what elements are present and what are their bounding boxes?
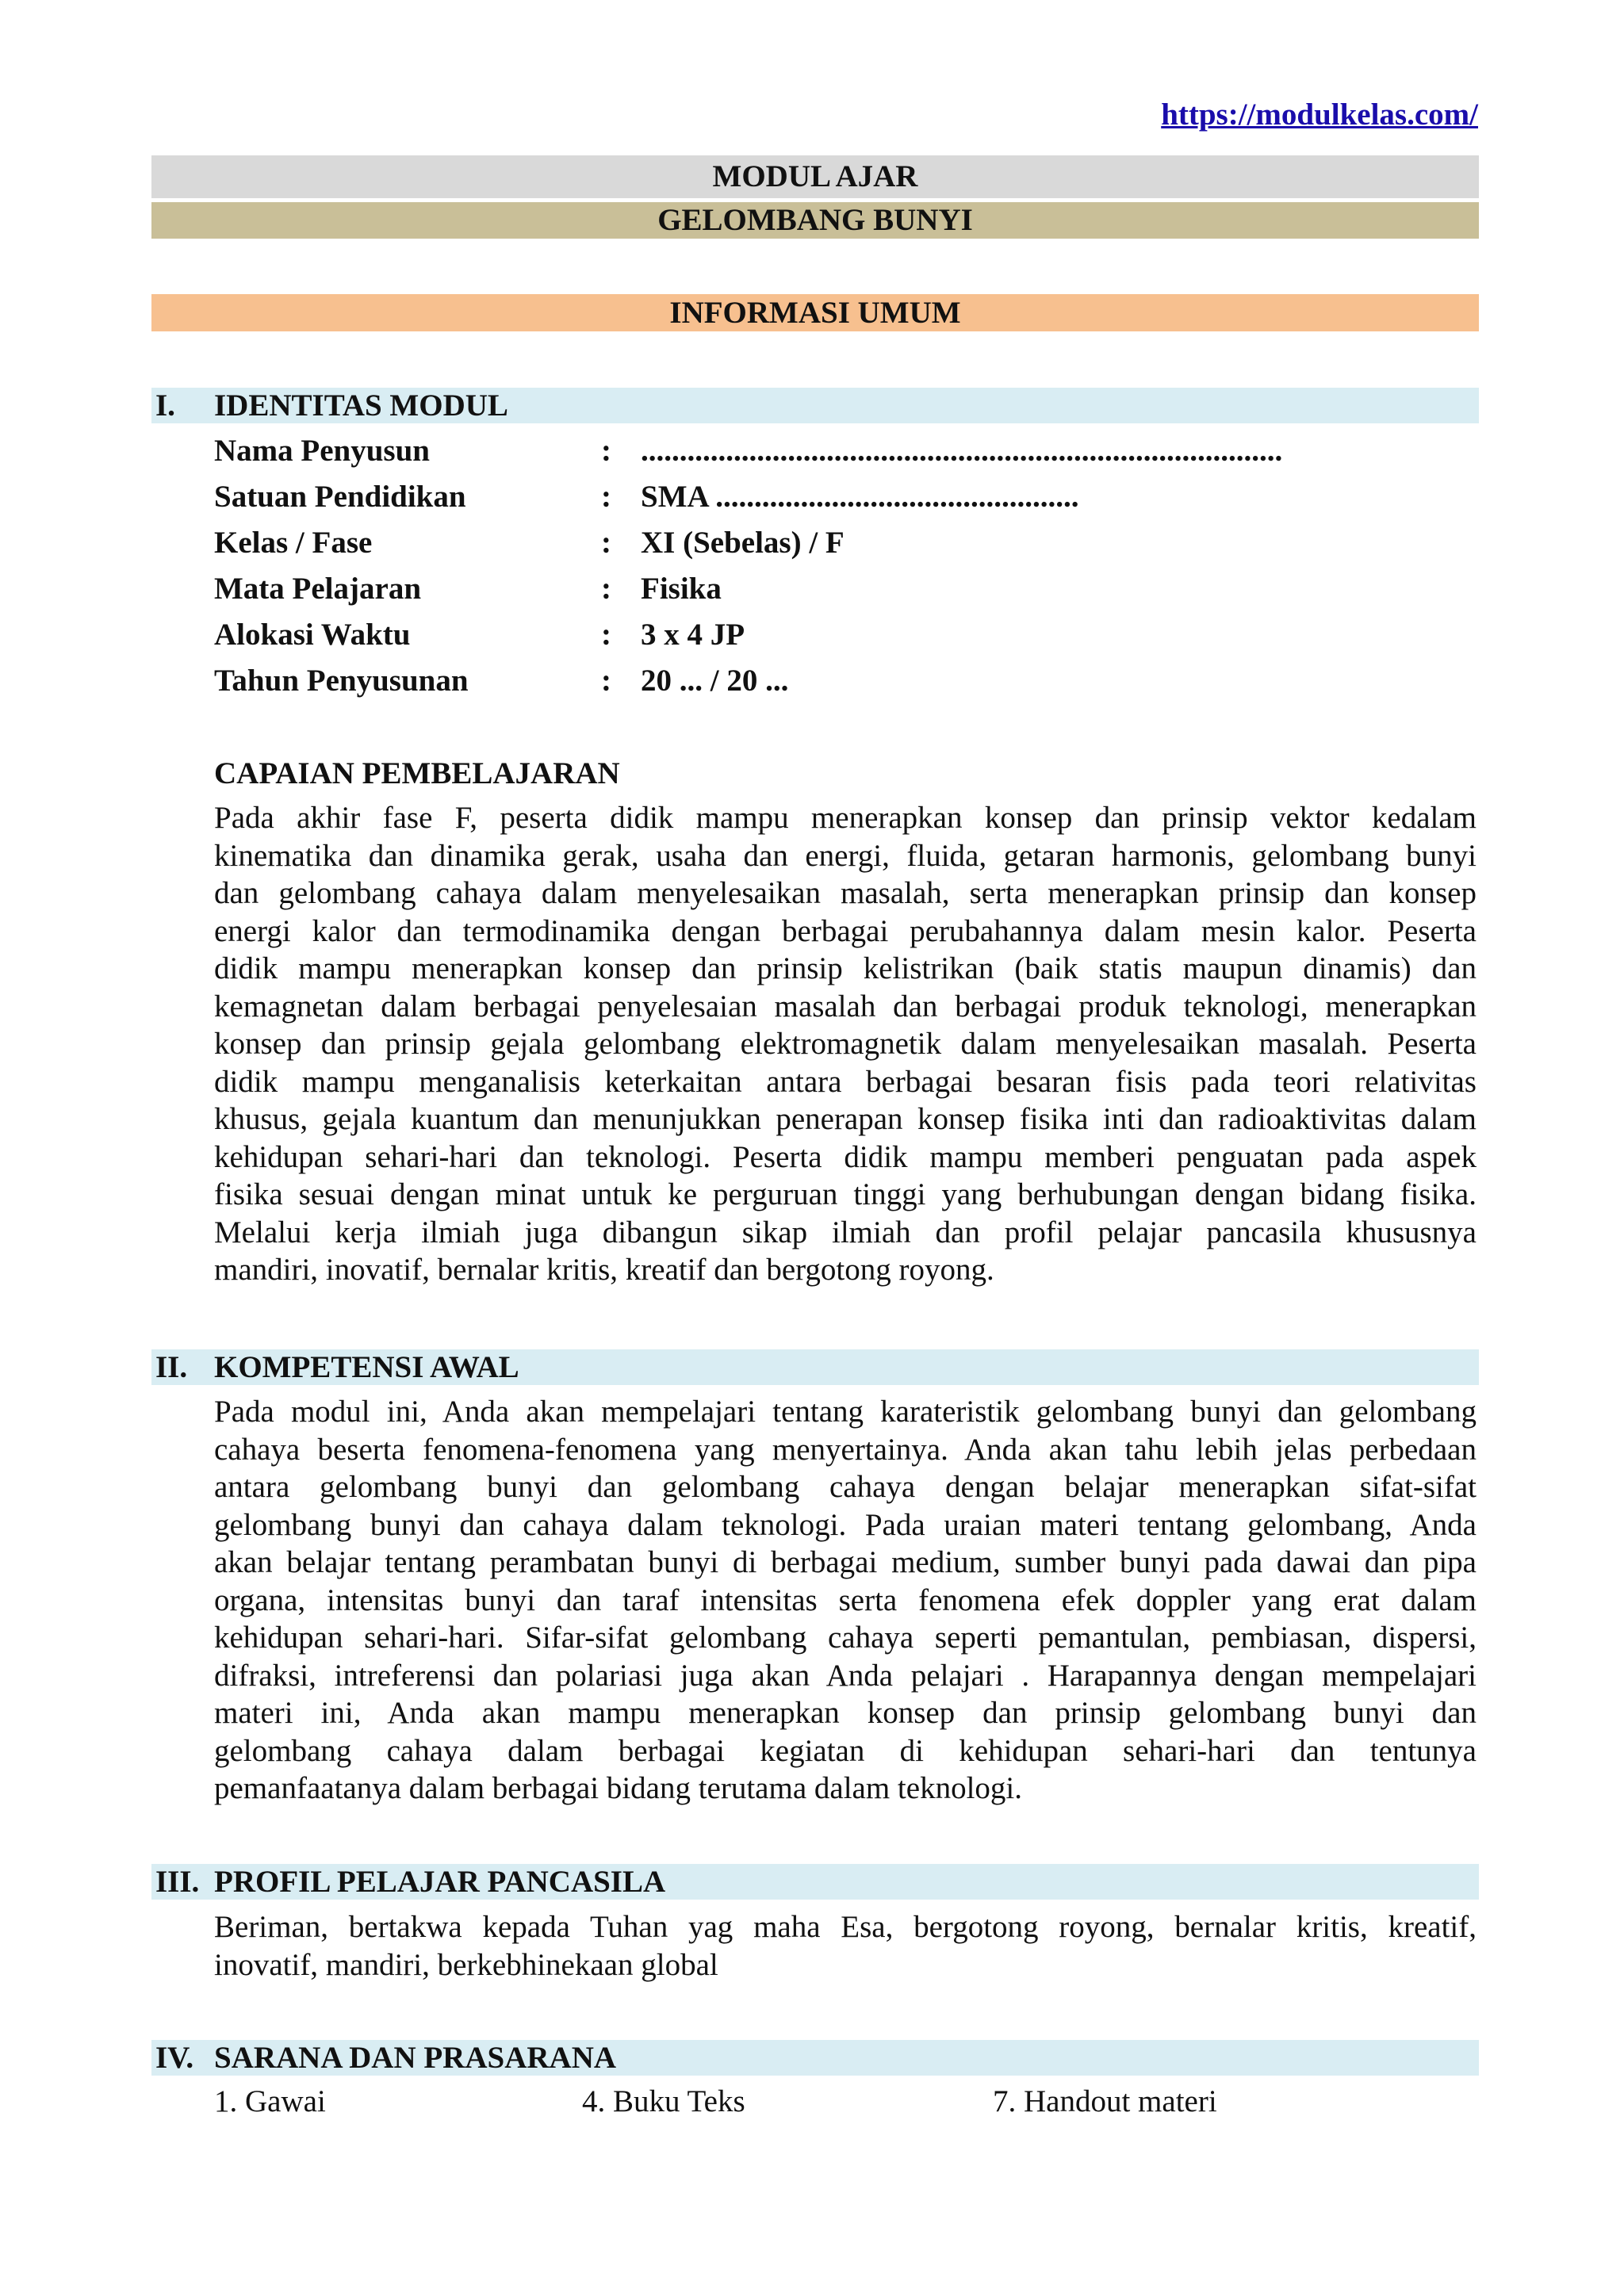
capaian-heading: CAPAIAN PEMBELAJARAN — [214, 756, 620, 790]
section-kompetensi-heading — [151, 1349, 1479, 1385]
paragraph-line: inovatif, mandiri, berkebhinekaan global — [214, 1947, 718, 1982]
ident-colon: : — [601, 572, 611, 606]
paragraph-line: kehidupan sehari-hari. Sifar-sifat gelombang cahaya seperti pemantulan, pembiasan, dispersi, — [214, 1621, 1477, 1655]
section-title: IDENTITAS MODUL — [214, 388, 508, 423]
ident-label: Alokasi Waktu — [214, 618, 411, 652]
kompetensi-paragraph — [214, 1393, 1477, 1808]
ident-colon: : — [601, 618, 611, 652]
paragraph-line: Pada modul ini, Anda akan mempelajari tentang karateristik gelombang bunyi dan gelombang — [214, 1395, 1477, 1429]
ident-colon: : — [601, 664, 611, 698]
paragraph-line: cahaya beserta fenomena-fenomena yang menyertainya. Anda akan tahu lebih jelas perbedaan — [214, 1432, 1477, 1467]
source-url-link[interactable]: https://modulkelas.com/ — [1161, 98, 1478, 132]
document-subtitle: GELOMBANG BUNYI — [151, 202, 1479, 239]
section-title: PROFIL PELAJAR PANCASILA — [214, 1865, 666, 1899]
ident-label: Tahun Penyusunan — [214, 664, 469, 698]
paragraph-line: kinematika dan dinamika gerak, usaha dan energi, fluida, getaran harmonis, gelombang bunyi — [214, 838, 1477, 873]
ident-colon: : — [601, 480, 611, 514]
ident-value: XI (Sebelas) / F — [641, 526, 845, 560]
ident-value: ................................................................................... — [641, 434, 1283, 468]
document-title: MODUL AJAR — [151, 155, 1479, 198]
profil-paragraph — [214, 1908, 1477, 1984]
paragraph-line: akan belajar tentang perambatan bunyi di berbagai medium, sumber bunyi pada dawai dan pipa — [214, 1545, 1477, 1579]
ident-label: Nama Penyusun — [214, 434, 430, 468]
paragraph-line: difraksi, intreferensi dan polariasi juga akan Anda pelajari . Harapannya dengan mempelajari — [214, 1658, 1477, 1693]
ident-label: Kelas / Fase — [214, 526, 373, 560]
paragraph-line: didik mampu menerapkan konsep dan prinsip kelistrikan (baik statis maupun dinamis) dan — [214, 951, 1477, 985]
paragraph-line: Pada akhir fase F, peserta didik mampu menerapkan konsep dan prinsip vektor kedalam — [214, 801, 1477, 835]
paragraph-line: kemagnetan dalam berbagai penyelesaian masalah dan berbagai produk teknologi, menerapkan — [214, 989, 1477, 1024]
ident-colon: : — [601, 526, 611, 560]
paragraph-line: Beriman, bertakwa kepada Tuhan yag maha Esa, bergotong royong, bernalar kritis, kreatif, — [214, 1910, 1477, 1944]
ident-value: 20 ... / 20 ... — [641, 664, 789, 698]
paragraph-line: khusus, gejala kuantum dan menunjukkan penerapan konsep fisika inti dan radioaktivitas dalam — [214, 1102, 1477, 1136]
sarana-item: 1. Gawai — [214, 2084, 326, 2118]
paragraph-line: kehidupan sehari-hari dan teknologi. Peserta didik mampu memberi penguatan pada aspek — [214, 1139, 1477, 1174]
paragraph-line: gelombang bunyi dan cahaya dalam teknologi. Pada uraian materi tentang gelombang, Anda — [214, 1507, 1477, 1542]
paragraph-line: konsep dan prinsip gejala gelombang elektromagnetik dalam menyelesaikan masalah. Peserta — [214, 1027, 1477, 1061]
paragraph-line: Melalui kerja ilmiah juga dibangun sikap ilmiah dan profil pelajar pancasila khususnya — [214, 1215, 1477, 1249]
section-number: II. — [155, 1350, 188, 1384]
capaian-paragraph — [214, 799, 1477, 1289]
section-profil-heading — [151, 1864, 1479, 1900]
section-number: IV. — [155, 2041, 194, 2075]
ident-label: Satuan Pendidikan — [214, 480, 466, 514]
paragraph-line: dan gelombang cahaya dalam menyelesaikan masalah, serta menerapkan prinsip dan konsep — [214, 876, 1477, 910]
section-sarana-heading — [151, 2040, 1479, 2076]
sarana-item: 7. Handout materi — [993, 2084, 1217, 2118]
paragraph-line: organa, intensitas bunyi dan taraf intensitas serta fenomena efek doppler yang erat dalam — [214, 1582, 1477, 1617]
sarana-item: 4. Buku Teks — [582, 2084, 745, 2118]
section-title: SARANA DAN PRASARANA — [214, 2041, 617, 2075]
section-title: KOMPETENSI AWAL — [214, 1350, 519, 1384]
paragraph-line: pemanfaatanya dalam berbagai bidang terutama dalam teknologi. — [214, 1771, 1022, 1805]
paragraph-line: antara gelombang bunyi dan gelombang cahaya dengan belajar menerapkan sifat-sifat — [214, 1470, 1477, 1504]
paragraph-line: didik mampu menganalisis keterkaitan antara berbagai besaran fisis pada teori relativitas — [214, 1064, 1477, 1099]
ident-label: Mata Pelajaran — [214, 572, 422, 606]
paragraph-line: mandiri, inovatif, bernalar kritis, kreatif dan bergotong royong. — [214, 1253, 994, 1287]
ident-value: 3 x 4 JP — [641, 618, 745, 652]
info-heading: INFORMASI UMUM — [151, 294, 1479, 331]
paragraph-line: gelombang cahaya dalam berbagai kegiatan di kehidupan sehari-hari dan tentunya — [214, 1733, 1477, 1768]
ident-colon: : — [601, 434, 611, 468]
section-identitas-heading — [151, 388, 1479, 423]
ident-value: Fisika — [641, 572, 722, 606]
section-number: III. — [155, 1865, 200, 1899]
paragraph-line: materi ini, Anda akan mampu menerapkan konsep dan prinsip gelombang bunyi dan — [214, 1696, 1477, 1730]
ident-value: SMA ............................................... — [641, 480, 1079, 514]
section-number: I. — [155, 388, 175, 423]
paragraph-line: fisika sesuai dengan minat untuk ke perguruan tinggi yang berhubungan dengan bidang fisika. — [214, 1177, 1477, 1211]
paragraph-line: energi kalor dan termodinamika dengan berbagai perubahannya dalam mesin kalor. Peserta — [214, 913, 1477, 948]
